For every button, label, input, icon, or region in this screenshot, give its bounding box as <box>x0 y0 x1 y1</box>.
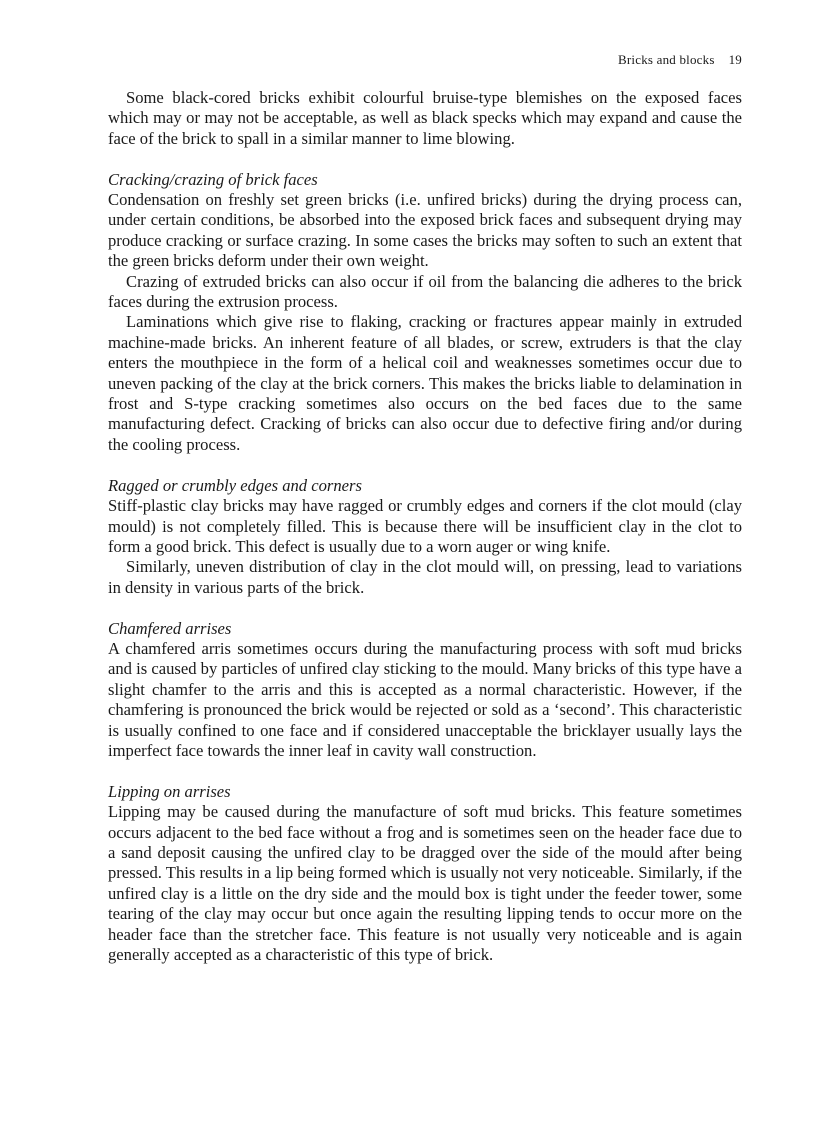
running-title: Bricks and blocks <box>618 52 715 67</box>
section-chamfered-arrises <box>108 619 742 762</box>
section-heading: Chamfered arrises <box>108 618 232 638</box>
section-heading: Ragged or crumbly edges and corners <box>108 475 362 495</box>
body-paragraph: Lipping may be caused during the manufacture of soft mud bricks. This feature sometimes occurs adjacent to the bed face without a frog and is sometimes seen on the header face due to a sand deposit causing the unfired clay to be dragged over the side of the mould after being pressed. This results in a lip being formed which is usually not very noticeable. Similarly, if the unfired clay is a little on the dry side and the mould box is tight under the feeder tower, some tearing of the clay may occur but once again the resulting lipping tends to occur more on the header face than the stretcher face. This feature is not usually very noticeable and is again generally accepted as a characteristic of this type of brick. <box>108 802 742 964</box>
section-ragged-edges <box>108 476 742 598</box>
section-lipping-on-arrises <box>108 782 742 966</box>
body-paragraph: Crazing of extruded bricks can also occur if oil from the balancing die adheres to the brick faces during the extrusion process. <box>108 271 742 312</box>
body-paragraph: Condensation on freshly set green bricks (i.e. unfired bricks) during the drying process can, under certain conditions, be absorbed into the exposed brick faces and subsequent drying may produce cracking or surface crazing. In some cases the bricks may soften to such an extent that the green bricks deform under their own weight. <box>108 190 742 271</box>
page-number: 19 <box>728 52 742 67</box>
section-heading: Lipping on arrises <box>108 781 231 801</box>
section-cracking-crazing <box>108 170 742 456</box>
intro-paragraph: Some black-cored bricks exhibit colourful bruise-type blemishes on the exposed faces which may or may not be acceptable, as well as black specks which may expand and cause the face of the brick to spall in a similar manner to lime blowing. <box>108 88 742 148</box>
page-body <box>108 88 742 965</box>
body-paragraph: A chamfered arris sometimes occurs during the manufacturing process with soft mud bricks and is caused by particles of unfired clay sticking to the mould. Many bricks of this type have a slight chamfer to the arris and this is accepted as a normal characteristic. However, if the chamfering is pronounced the brick would be rejected or sold as a ‘second’. This characteristic is usually confined to one face and if considered unacceptable the bricklayer usually lays the imperfect face towards the inner leaf in cavity wall construction. <box>108 638 742 760</box>
body-paragraph: Stiff-plastic clay bricks may have ragged or crumbly edges and corners if the clot mould (clay mould) is not completely filled. This is because there will be insufficient clay in the clot to form a good brick. This defect is usually due to a worn auger or wing knife. <box>108 496 742 556</box>
running-head <box>618 52 742 68</box>
section-heading: Cracking/crazing of brick faces <box>108 169 318 189</box>
body-paragraph: Laminations which give rise to flaking, cracking or fractures appear mainly in extruded machine-made bricks. An inherent feature of all blades, or screw, extruders is that the clay enters the mouthpiece in the form of a helical coil and weaknesses sometimes occur due to uneven packing of the clay at the brick corners. This makes the bricks liable to delamination in frost and S-type cracking sometimes also occurs on the bed faces due to the same manufacturing defect. Cracking of bricks can also occur due to defective firing and/or during the cooling process. <box>108 312 742 454</box>
body-paragraph: Similarly, uneven distribution of clay in the clot mould will, on pressing, lead to variations in density in various parts of the brick. <box>108 557 742 597</box>
